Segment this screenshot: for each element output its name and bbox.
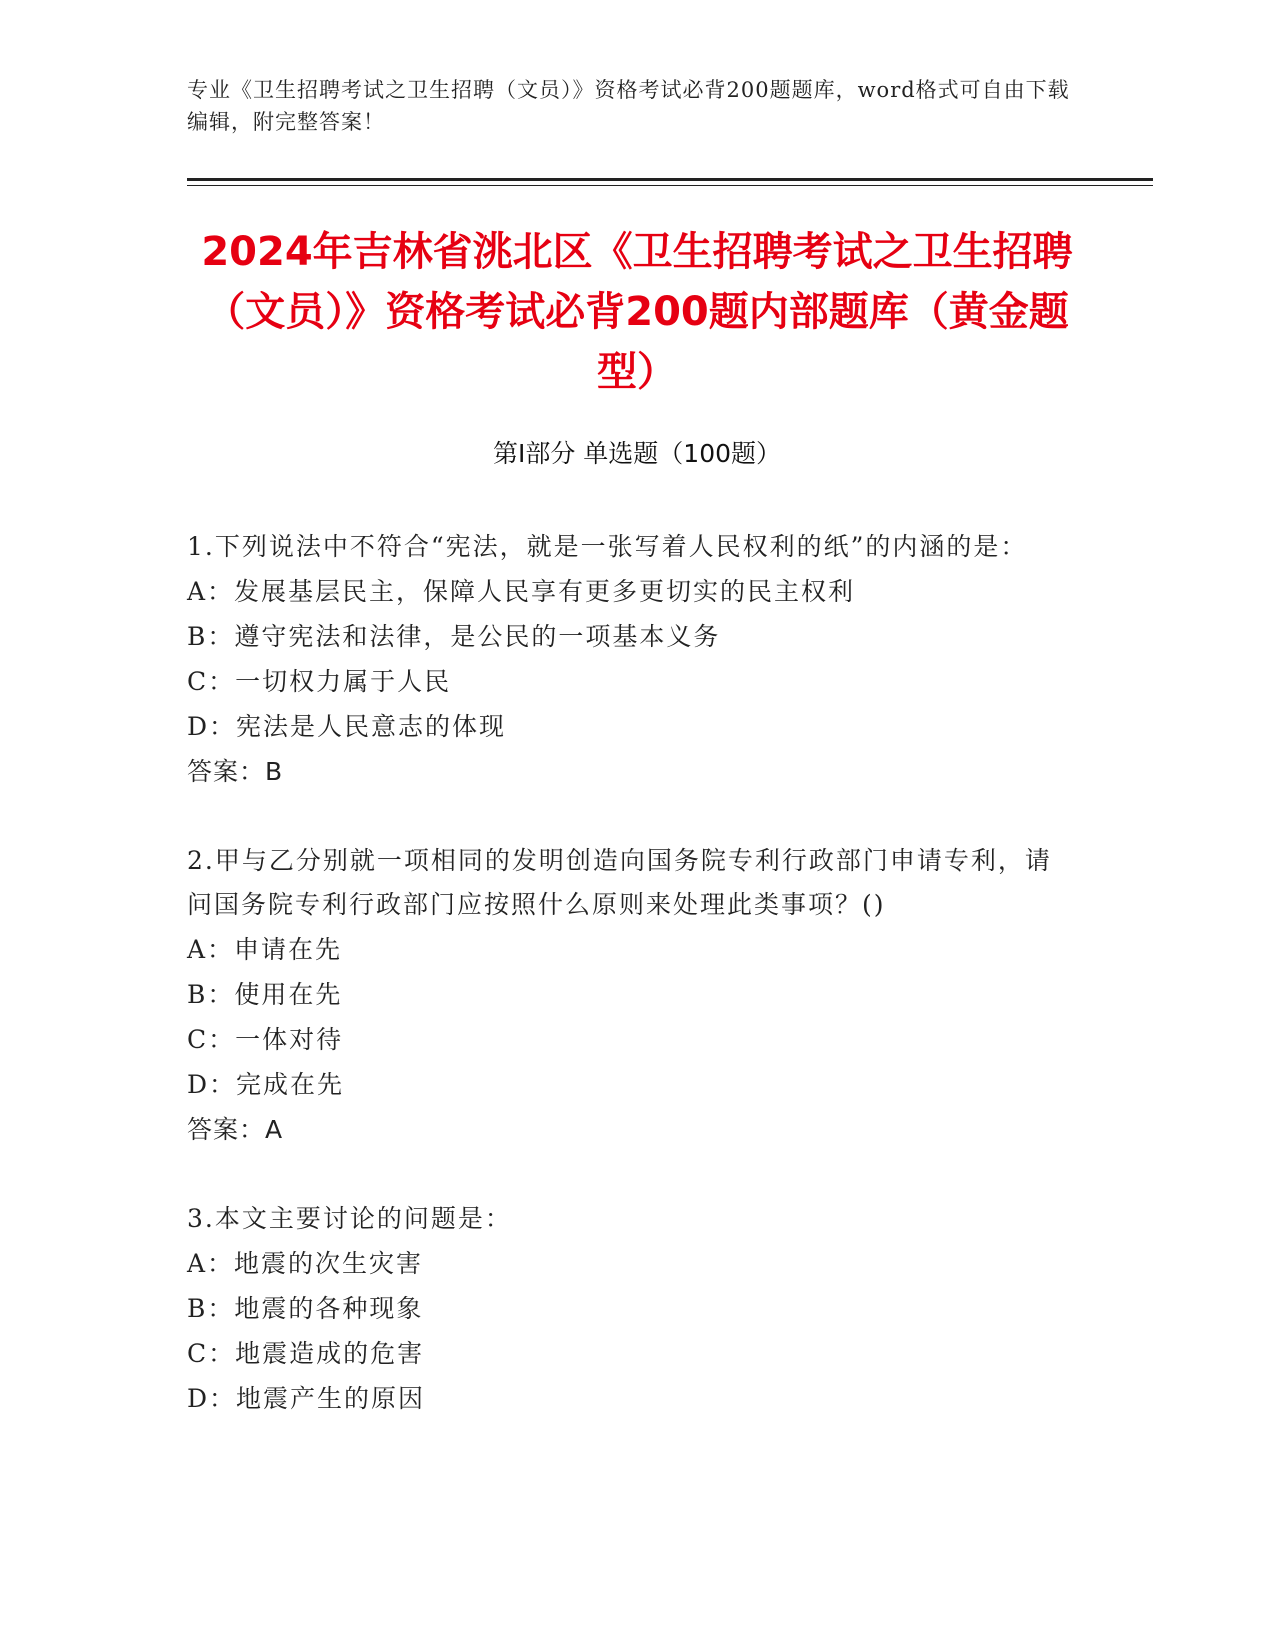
section-title: 第Ⅰ部分 单选题（100题）: [492, 439, 782, 468]
header-note: 专业《卫生招聘考试之卫生招聘（文员）》资格考试必背200题题库，word格式可自由下载编辑，附完整答案！: [187, 78, 1070, 134]
header-rule-thick: [187, 178, 1153, 181]
question-text: 3.本文主要讨论的问题是：: [187, 1204, 512, 1233]
option-d: D：完成在先: [187, 1070, 345, 1099]
option-a: A：发展基层民主，保障人民享有更多更切实的民主权利: [187, 577, 856, 606]
option-c: C：地震造成的危害: [187, 1339, 425, 1368]
option-c: C：一体对待: [187, 1025, 344, 1054]
question-text: 2.甲与乙分别就一项相同的发明创造向国务院专利行政部门申请专利，请问国务院专利行政部门应按照什么原则来处理此类事项？(): [187, 846, 1052, 919]
option-b: B：地震的各种现象: [187, 1294, 424, 1323]
option-c: C：一切权力属于人民: [187, 667, 452, 696]
question-text: 1.下列说法中不符合“宪法，就是一张写着人民权利的纸”的内涵的是：: [187, 532, 1028, 561]
option-b: B：使用在先: [187, 980, 343, 1009]
question-item: [187, 839, 1067, 1153]
answer: 答案：A: [187, 1115, 284, 1144]
header-rule-thin: [187, 185, 1153, 186]
option-d: D：地震产生的原因: [187, 1384, 426, 1413]
option-a: A：地震的次生灾害: [187, 1249, 424, 1278]
document-title: 2024年吉林省洮北区《卫生招聘考试之卫生招聘（文员）》资格考试必背200题内部题库（黄金题型）: [201, 229, 1073, 395]
option-d: D：宪法是人民意志的体现: [187, 712, 507, 741]
answer: 答案：B: [187, 757, 284, 786]
question-item: [187, 525, 1067, 795]
question-list: [187, 525, 1067, 1465]
question-item: [187, 1197, 1067, 1421]
option-b: B：遵守宪法和法律，是公民的一项基本义务: [187, 622, 721, 651]
option-a: A：申请在先: [187, 935, 343, 964]
